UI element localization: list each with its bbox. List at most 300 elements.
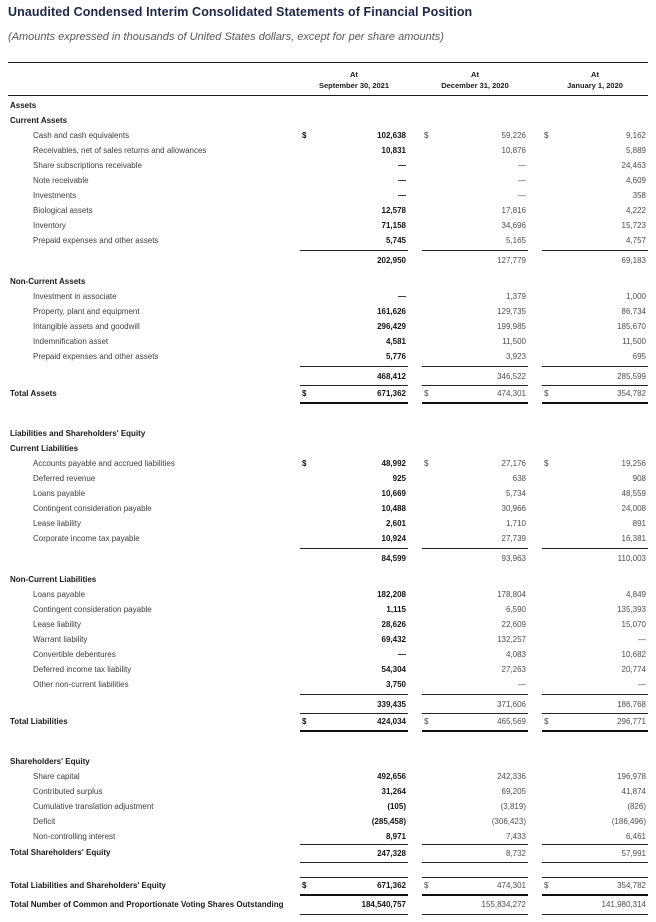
row-label: Lease liability (33, 519, 82, 528)
cell-value: (186,496) (611, 817, 646, 826)
value-cell (300, 349, 408, 364)
value-cell (300, 250, 408, 269)
row-label: Share subscriptions receivable (33, 161, 142, 170)
cell-value: 11,500 (502, 337, 526, 346)
cell-value: 285,599 (617, 372, 646, 381)
cell-value: 20,774 (621, 665, 646, 674)
value-cell (300, 713, 408, 732)
cell-value: 908 (632, 474, 646, 483)
value-cell (300, 814, 408, 829)
value-cell (300, 587, 408, 602)
value-cell (300, 203, 408, 218)
row-label: Deferred income tax liability (33, 665, 132, 674)
line-item-row (8, 128, 648, 143)
value-cell (542, 829, 648, 844)
line-item-row (8, 203, 648, 218)
row-label: Loans payable (33, 590, 86, 599)
value-cell (300, 501, 408, 516)
cell-value: 10,682 (621, 650, 646, 659)
value-cell (300, 304, 408, 319)
value-cell (422, 548, 528, 567)
cell-value: 474,301 (497, 389, 526, 398)
row-label: Non-controlling interest (33, 832, 116, 841)
value-cell (542, 844, 648, 863)
cell-value: 11,500 (622, 337, 646, 346)
cell-value: 8,732 (505, 848, 526, 858)
value-cell (542, 319, 648, 334)
line-item-row (8, 531, 648, 546)
value-cell (542, 158, 648, 173)
line-item-row (8, 814, 648, 829)
row-label: Loans payable (33, 489, 86, 498)
line-item-row (8, 471, 648, 486)
value-cell (422, 128, 528, 143)
section-header-row (8, 426, 648, 441)
column-header-sept-30-2021 (300, 69, 408, 91)
section-header-row (8, 113, 648, 128)
value-cell (422, 617, 528, 632)
cell-value: 86,734 (621, 307, 646, 316)
cell-value: 155,834,272 (481, 900, 526, 909)
value-cell (300, 769, 408, 784)
value-cell (542, 516, 648, 531)
row-label: Cash and cash equivalents (33, 131, 130, 140)
value-cell (542, 456, 648, 471)
cell-value: 1,000 (625, 292, 646, 301)
value-cell (422, 829, 528, 844)
row-label: Contributed surplus (33, 787, 103, 796)
total-row (8, 844, 648, 863)
value-cell (542, 486, 648, 501)
value-cell (300, 385, 408, 404)
value-cell (542, 769, 648, 784)
value-cell (542, 349, 648, 364)
dollar-sign: $ (302, 131, 307, 140)
value-cell (422, 632, 528, 647)
value-cell (542, 188, 648, 203)
cell-value: 296,429 (377, 322, 406, 331)
row-label: Cumulative translation adjustment (33, 802, 154, 811)
value-cell (422, 769, 528, 784)
cell-value: 34,696 (501, 221, 526, 230)
line-item-row (8, 334, 648, 349)
line-item-row (8, 501, 648, 516)
row-label: Investment in associate (33, 292, 117, 301)
row-label: Accounts payable and accrued liabilities (33, 459, 175, 468)
dollar-sign: $ (302, 717, 307, 726)
cell-value: 10,669 (381, 489, 406, 498)
cell-value: 196,978 (617, 772, 646, 781)
cell-value: 31,264 (381, 787, 406, 796)
value-cell (300, 829, 408, 844)
line-item-row (8, 349, 648, 364)
value-cell (422, 501, 528, 516)
row-spacer (8, 732, 648, 754)
cell-value: 5,776 (385, 352, 406, 361)
row-label: Deferred revenue (33, 474, 96, 483)
value-cell (422, 250, 528, 269)
row-label: Non-Current Assets (10, 277, 86, 286)
subtotal-row (8, 548, 648, 567)
value-cell (542, 233, 648, 248)
value-cell (542, 694, 648, 713)
dollar-sign: $ (424, 389, 429, 398)
cell-value: 12,578 (381, 206, 406, 215)
value-cell (300, 158, 408, 173)
shares-row (8, 896, 648, 915)
value-cell (422, 385, 528, 404)
value-cell (422, 602, 528, 617)
row-label: Current Assets (10, 116, 68, 125)
section-header-row (8, 572, 648, 587)
value-cell (300, 632, 408, 647)
value-cell (422, 366, 528, 385)
value-cell (542, 602, 648, 617)
cell-value: 15,723 (621, 221, 646, 230)
cell-value: (826) (627, 802, 646, 811)
value-cell (422, 799, 528, 814)
cell-value: 10,831 (381, 146, 406, 155)
row-label: Contingent consideration payable (33, 605, 152, 614)
cell-value: 57,991 (621, 848, 646, 858)
cell-value: 10,924 (381, 534, 406, 543)
value-cell (422, 304, 528, 319)
cell-value: 41,874 (621, 787, 646, 796)
row-label: Total Number of Common and Proportionate Voting Shares Outstanding (10, 900, 284, 909)
row-label: Current Liabilities (10, 444, 79, 453)
row-spacer (8, 404, 648, 426)
line-item-row (8, 456, 648, 471)
cell-value: 48,559 (621, 489, 646, 498)
value-cell (542, 385, 648, 404)
value-cell (422, 188, 528, 203)
dollar-sign: $ (302, 881, 307, 890)
value-cell (422, 662, 528, 677)
column-header-date: December 31, 2020 (441, 81, 509, 90)
cell-value: (3,819) (500, 802, 526, 811)
table-body (8, 96, 648, 915)
value-cell (542, 203, 648, 218)
row-label: Biological assets (33, 206, 93, 215)
row-label: Share capital (33, 772, 80, 781)
value-cell (300, 677, 408, 692)
row-label: Total Shareholders' Equity (10, 848, 111, 857)
value-cell (422, 784, 528, 799)
value-cell (300, 516, 408, 531)
value-cell (542, 128, 648, 143)
value-cell (542, 471, 648, 486)
value-cell (300, 647, 408, 662)
cell-value: 695 (632, 352, 646, 361)
row-label: Receivables, net of sales returns and allowances (33, 146, 207, 155)
cell-value: 4,757 (625, 236, 646, 245)
cell-value: 4,083 (505, 650, 526, 659)
value-cell (300, 334, 408, 349)
row-label: Warrant liability (33, 635, 88, 644)
value-cell (300, 896, 408, 915)
value-cell (542, 877, 648, 896)
cell-value: 8,971 (385, 832, 406, 841)
value-cell (542, 617, 648, 632)
line-item-row (8, 799, 648, 814)
dollar-sign: $ (544, 131, 549, 140)
cell-value: 182,208 (377, 590, 406, 599)
line-item-row (8, 632, 648, 647)
value-cell (542, 896, 648, 915)
cell-value: 468,412 (377, 372, 406, 381)
value-cell (300, 877, 408, 896)
line-item-row (8, 289, 648, 304)
cell-value: 242,336 (497, 772, 526, 781)
line-item-row (8, 647, 648, 662)
line-item-row (8, 233, 648, 248)
cell-value: 15,070 (621, 620, 646, 629)
cell-value: 184,540,757 (361, 900, 406, 909)
row-label (8, 548, 300, 567)
dollar-sign: $ (302, 459, 307, 468)
cell-value: (306,423) (491, 817, 526, 826)
line-item-row (8, 319, 648, 334)
dollar-sign: $ (424, 459, 429, 468)
dollar-sign: $ (544, 459, 549, 468)
line-item-row (8, 784, 648, 799)
cell-value: 84,599 (381, 554, 406, 563)
cell-value: 9,162 (625, 131, 646, 140)
cell-value: 161,626 (377, 307, 406, 316)
value-cell (422, 233, 528, 248)
value-cell (542, 548, 648, 567)
value-cell (300, 662, 408, 677)
row-label: Total Liabilities and Shareholders' Equity (10, 881, 167, 890)
value-cell (300, 289, 408, 304)
cell-value: 6,461 (625, 832, 646, 841)
value-cell (422, 289, 528, 304)
value-cell (542, 501, 648, 516)
column-header-date: January 1, 2020 (567, 81, 623, 90)
cell-value: 3,923 (505, 352, 526, 361)
value-cell (300, 128, 408, 143)
row-label: Shareholders' Equity (10, 757, 90, 766)
value-cell (542, 814, 648, 829)
value-cell (542, 662, 648, 677)
cell-value: 17,816 (501, 206, 526, 215)
cell-value: 474,301 (497, 881, 526, 890)
cell-value: 371,606 (497, 700, 526, 709)
cell-value: 24,008 (621, 504, 646, 513)
line-item-row (8, 617, 648, 632)
line-item-row (8, 158, 648, 173)
page-subtitle: (Amounts expressed in thousands of United States dollars, except for per share amounts) (8, 31, 444, 43)
value-cell (422, 471, 528, 486)
value-cell (542, 143, 648, 158)
row-label: Total Liabilities (10, 717, 68, 726)
cell-value: 102,638 (377, 131, 406, 140)
cell-value: 1,379 (505, 292, 526, 301)
cell-value: 247,328 (377, 848, 406, 858)
value-cell (422, 814, 528, 829)
cell-value: 110,003 (617, 554, 646, 563)
row-label: Total Assets (10, 389, 57, 398)
section-header-row (8, 441, 648, 456)
cell-value: 185,670 (617, 322, 646, 331)
column-header-date: September 30, 2021 (318, 81, 390, 90)
value-cell (300, 548, 408, 567)
column-header-dec-31-2020 (422, 69, 528, 91)
cell-value: — (398, 650, 406, 659)
value-cell (300, 233, 408, 248)
cell-value: 424,034 (377, 717, 406, 726)
value-cell (422, 334, 528, 349)
row-label: Assets (10, 101, 37, 110)
row-label: Other non-current liabilities (33, 680, 129, 689)
row-label: Lease liability (33, 620, 82, 629)
cell-value: 1,710 (505, 519, 526, 528)
row-label (8, 250, 300, 269)
value-cell (542, 531, 648, 546)
row-label: Prepaid expenses and other assets (33, 236, 159, 245)
row-label (8, 694, 300, 713)
row-label: Intangible assets and goodwill (33, 322, 140, 331)
dollar-sign: $ (424, 131, 429, 140)
cell-value: 135,393 (617, 605, 646, 614)
total-row (8, 877, 648, 896)
value-cell (542, 647, 648, 662)
header-label-spacer (8, 69, 300, 91)
cell-value: 93,963 (501, 554, 526, 563)
value-cell (422, 896, 528, 915)
line-item-row (8, 662, 648, 677)
cell-value: 3,750 (385, 680, 406, 689)
cell-value: 358 (632, 191, 646, 200)
value-cell (300, 844, 408, 863)
cell-value: — (398, 191, 406, 200)
cell-value: 339,435 (377, 700, 406, 709)
dollar-sign: $ (544, 389, 549, 398)
line-item-row (8, 173, 648, 188)
value-cell (300, 173, 408, 188)
value-cell (422, 143, 528, 158)
row-label: Note receivable (33, 176, 89, 185)
cell-value: 7,433 (505, 832, 526, 841)
subtotal-row (8, 694, 648, 713)
value-cell (300, 486, 408, 501)
value-cell (300, 366, 408, 385)
cell-value: 16,381 (621, 534, 646, 543)
cell-value: 354,782 (617, 881, 646, 890)
line-item-row (8, 304, 648, 319)
line-item-row (8, 587, 648, 602)
total-row (8, 713, 648, 732)
cell-value: 1,115 (386, 605, 406, 614)
value-cell (422, 158, 528, 173)
cell-value: — (398, 161, 406, 170)
cell-value: 10,488 (381, 504, 406, 513)
row-label: Investments (33, 191, 77, 200)
value-cell (542, 366, 648, 385)
column-header-at-label: At (591, 70, 599, 79)
cell-value: 925 (392, 474, 406, 483)
cell-value: (285,458) (371, 817, 406, 826)
dollar-sign: $ (544, 717, 549, 726)
row-label: Convertible debentures (33, 650, 116, 659)
cell-value: 10,876 (501, 146, 526, 155)
subtotal-row (8, 366, 648, 385)
value-cell (542, 632, 648, 647)
row-label: Liabilities and Shareholders' Equity (10, 429, 146, 438)
cell-value: 354,782 (617, 389, 646, 398)
cell-value: 6,590 (505, 605, 526, 614)
line-item-row (8, 143, 648, 158)
row-label: Contingent consideration payable (33, 504, 152, 513)
row-label: Property, plant and equipment (33, 307, 140, 316)
value-cell (422, 456, 528, 471)
cell-value: 129,735 (497, 307, 526, 316)
cell-value: 19,256 (621, 459, 646, 468)
cell-value: 296,771 (617, 717, 646, 726)
value-cell (300, 617, 408, 632)
value-cell (542, 677, 648, 692)
cell-value: 27,739 (501, 534, 526, 543)
cell-value: 178,804 (497, 590, 526, 599)
cell-value: 671,362 (377, 389, 406, 398)
cell-value: 5,745 (385, 236, 406, 245)
value-cell (422, 319, 528, 334)
cell-value: 671,362 (377, 881, 406, 890)
row-label: Inventory (33, 221, 66, 230)
cell-value: 186,768 (617, 700, 646, 709)
cell-value: 54,304 (381, 665, 406, 674)
row-label: Deficit (33, 817, 56, 826)
cell-value: — (638, 680, 646, 689)
cell-value: (105) (387, 802, 406, 811)
cell-value: 69,205 (501, 787, 526, 796)
cell-value: — (398, 292, 406, 301)
statement-of-financial-position-table (8, 62, 648, 915)
cell-value: 59,226 (501, 131, 526, 140)
cell-value: 27,176 (501, 459, 526, 468)
cell-value: 199,985 (497, 322, 526, 331)
line-item-row (8, 829, 648, 844)
cell-value: 4,849 (625, 590, 646, 599)
cell-value: 69,432 (381, 635, 406, 644)
cell-value: 127,779 (497, 256, 526, 265)
column-header-row (8, 63, 648, 96)
value-cell (422, 203, 528, 218)
value-cell (300, 143, 408, 158)
cell-value: 141,980,314 (601, 900, 646, 909)
subtotal-row (8, 250, 648, 269)
value-cell (300, 694, 408, 713)
line-item-row (8, 516, 648, 531)
value-cell (542, 334, 648, 349)
cell-value: 69,183 (621, 256, 646, 265)
value-cell (542, 713, 648, 732)
cell-value: 2,601 (385, 519, 406, 528)
cell-value: 4,581 (385, 337, 406, 346)
cell-value: 202,950 (377, 256, 406, 265)
line-item-row (8, 602, 648, 617)
cell-value: 30,966 (501, 504, 526, 513)
cell-value: — (518, 161, 526, 170)
value-cell (300, 319, 408, 334)
value-cell (300, 188, 408, 203)
dollar-sign: $ (302, 389, 307, 398)
cell-value: — (518, 191, 526, 200)
value-cell (422, 647, 528, 662)
cell-value: 71,158 (381, 221, 406, 230)
cell-value: 891 (632, 519, 646, 528)
row-spacer (8, 863, 648, 877)
